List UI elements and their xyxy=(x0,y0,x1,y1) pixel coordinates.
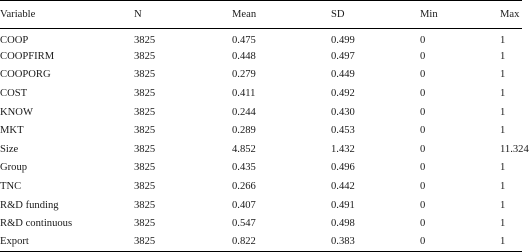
cell-max: 1 xyxy=(500,233,522,252)
header-max: Max xyxy=(500,1,522,29)
cell-sd: 0.492 xyxy=(331,88,355,100)
cell-mean: 0.279 xyxy=(232,69,256,81)
cell-n: 3825 xyxy=(134,88,156,100)
table-row xyxy=(0,47,522,66)
table-row xyxy=(0,159,522,178)
cell-min: 0 xyxy=(420,143,426,155)
cell-max: 1 xyxy=(500,125,506,137)
cell-mean: 4.852 xyxy=(232,143,256,155)
table-row xyxy=(0,233,522,252)
cell-variable: COOPFIRM xyxy=(0,50,55,62)
cell-variable: COOP xyxy=(0,34,29,46)
cell-mean: 0.435 xyxy=(232,162,256,174)
table-body xyxy=(0,29,529,252)
cell-n: 3825 xyxy=(134,69,156,81)
table-row xyxy=(0,103,522,122)
cell-sd: 0.430 xyxy=(331,106,355,118)
cell-min: 0 xyxy=(420,162,426,174)
cell-n: 3825 xyxy=(134,50,156,62)
cell-max: 1 xyxy=(500,106,506,118)
cell-mean: 0.289 xyxy=(232,125,256,137)
cell-max: 1 xyxy=(500,69,506,81)
cell-variable: R&D continuous xyxy=(0,218,73,230)
cell-sd: 0.498 xyxy=(331,218,355,230)
cell-min: 0 xyxy=(420,69,426,81)
cell-sd: 0.449 xyxy=(331,69,355,81)
header-min: Min xyxy=(420,1,500,29)
table-row xyxy=(0,66,522,85)
cell-max: 1 xyxy=(500,181,506,193)
cell-sd: 0.453 xyxy=(331,125,355,137)
cell-sd: 0.499 xyxy=(331,34,355,46)
table-row xyxy=(0,84,522,103)
cell-variable: TNC xyxy=(0,181,22,193)
cell-variable: MKT xyxy=(0,125,24,137)
cell-sd: 0.497 xyxy=(331,50,355,62)
table-row xyxy=(0,177,522,196)
cell-min: 0 xyxy=(420,218,426,230)
table-row xyxy=(0,121,522,140)
cell-max: 1 xyxy=(500,162,506,174)
cell-max: 11.324 xyxy=(500,143,529,155)
cell-sd: 0.442 xyxy=(331,181,355,193)
cell-min: 0 xyxy=(420,34,426,46)
cell-mean: 0.244 xyxy=(232,106,256,118)
header-variable: Variable xyxy=(0,1,134,29)
cell-max: 1 xyxy=(500,88,506,100)
cell-n: 3825 xyxy=(134,162,156,174)
cell-min: 0 xyxy=(420,88,426,100)
cell-mean: 0.407 xyxy=(232,199,256,211)
cell-variable: R&D funding xyxy=(0,199,59,211)
cell-n: 3825 xyxy=(134,34,156,46)
header-row xyxy=(0,1,522,29)
cell-mean: 0.266 xyxy=(232,181,256,193)
table-row xyxy=(0,29,522,48)
cell-mean: 0.547 xyxy=(232,218,256,230)
cell-max: 1 xyxy=(500,218,506,230)
cell-min: 0 xyxy=(420,199,426,211)
cell-max: 1 xyxy=(500,34,506,46)
cell-variable: COST xyxy=(0,88,28,100)
cell-max: 1 xyxy=(500,199,506,211)
cell-n: 3825 xyxy=(134,106,156,118)
table-header xyxy=(0,1,522,29)
cell-min: 0 xyxy=(420,106,426,118)
cell-variable: Group xyxy=(0,162,28,174)
cell-variable: Size xyxy=(0,143,19,155)
header-mean: Mean xyxy=(232,1,331,29)
cell-mean: 0.822 xyxy=(232,233,331,252)
table-row xyxy=(0,214,522,233)
cell-n: 3825 xyxy=(134,181,156,193)
cell-min: 0 xyxy=(420,50,426,62)
table-row xyxy=(0,140,522,159)
cell-mean: 0.475 xyxy=(232,34,256,46)
cell-n: 3825 xyxy=(134,218,156,230)
cell-min: 0 xyxy=(420,125,426,137)
cell-n: 3825 xyxy=(134,199,156,211)
cell-sd: 0.383 xyxy=(331,233,420,252)
cell-variable: Export xyxy=(0,233,134,252)
cell-n: 3825 xyxy=(134,143,156,155)
cell-mean: 0.448 xyxy=(232,50,256,62)
cell-variable: COOPORG xyxy=(0,69,51,81)
cell-min: 0 xyxy=(420,233,500,252)
table-row xyxy=(0,196,522,215)
cell-min: 0 xyxy=(420,181,426,193)
cell-variable: KNOW xyxy=(0,106,33,118)
cell-n: 3825 xyxy=(134,233,232,252)
cell-mean: 0.411 xyxy=(232,88,256,100)
cell-n: 3825 xyxy=(134,125,156,137)
header-sd: SD xyxy=(331,1,420,29)
cell-sd: 0.496 xyxy=(331,162,355,174)
cell-max: 1 xyxy=(500,50,506,62)
header-n: N xyxy=(134,1,232,29)
cell-sd: 0.491 xyxy=(331,199,355,211)
cell-sd: 1.432 xyxy=(331,143,355,155)
